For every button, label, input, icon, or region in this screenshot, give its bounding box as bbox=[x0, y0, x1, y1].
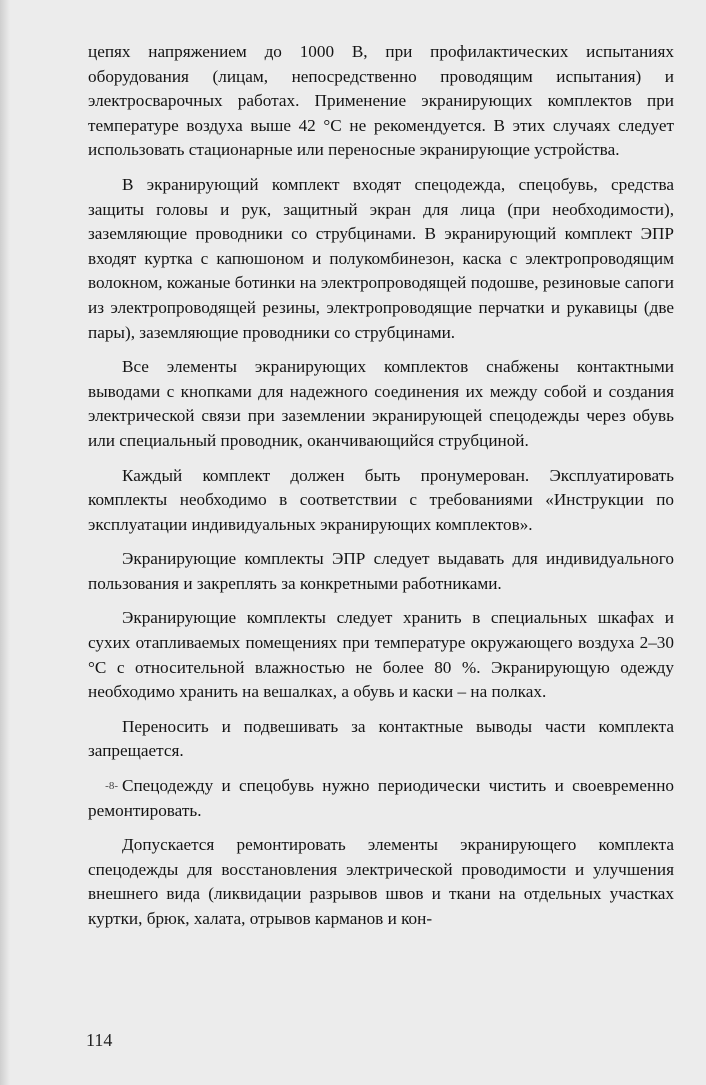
paragraph-4: Каждый комплект должен быть пронумерован. Эксплуатировать комплекты необходимо в соответствии с требованиями «Инструкции по эксплуатации индивидуальных экранирующих комплектов». bbox=[88, 465, 674, 534]
paragraph-2: В экранирующий комплект входят спецодежда, спецобувь, средства защиты головы и рук, защитный экран для лица (при необходимости), заземляющие проводники со струбцинами. В экранирующий комплект ЭПР входят куртка с капюшоном и полукомбинезон, каска с электропроводящим волокном, кожаные ботинки на электропроводящей подошве, резиновые сапоги из электропроводящей резины, электропроводящие перчатки и рукавицы (две пары), заземляющие проводники со струбцинами. bbox=[88, 174, 674, 342]
page-number: 114 bbox=[86, 1030, 113, 1050]
paragraph-6: Экранирующие комплекты следует хранить в специальных шкафах и сухих отапливаемых помещениях при температуре окружающего воздуха 2–30 °С с относительной влажностью не более 80 %. Экранирующую одежду необходимо хранить на вешалках, а обувь и каски – на полках. bbox=[88, 608, 674, 702]
paragraph-7: Переносить и подвешивать за контактные выводы части комплекта запрещается. bbox=[88, 716, 674, 761]
body-text bbox=[88, 40, 674, 932]
paragraph-3: Все элементы экранирующих комплектов снабжены контактными выводами с кнопками для надежного соединения их между собой и создания электрической связи при заземлении экранирующей спецодежды через обувь или специальный проводник, оканчивающийся струбциной. bbox=[88, 357, 674, 450]
paragraph-8-wrapper bbox=[88, 774, 674, 823]
paragraph-5: Экранирующие комплекты ЭПР следует выдавать для индивидуального пользования и закреплять за конкретными работниками. bbox=[88, 549, 674, 593]
margin-mark: -8- bbox=[105, 780, 118, 793]
paragraph-8: Спецодежду и спецобувь нужно периодически чистить и своевременно ремонтировать. bbox=[88, 776, 674, 820]
binding-shadow bbox=[0, 0, 10, 1085]
paragraph-9: Допускается ремонтировать элементы экранирующего комплекта спецодежды для восстановления электрической проводимости и улучшения внешнего вида (ликвидации разрывов швов и ткани на отдельных участках куртки, брюк, халата, отрывов карманов и кон- bbox=[88, 835, 674, 928]
paragraph-1: цепях напряжением до 1000 В, при профилактических испытаниях оборудования (лицам, непосредственно проводящим испытания) и электросварочных работах. Применение экранирующих комплектов при температуре воздуха выше 42 °С не рекомендуется. В этих случаях следует использовать стационарные или переносные экранирующие устройства. bbox=[88, 42, 674, 160]
